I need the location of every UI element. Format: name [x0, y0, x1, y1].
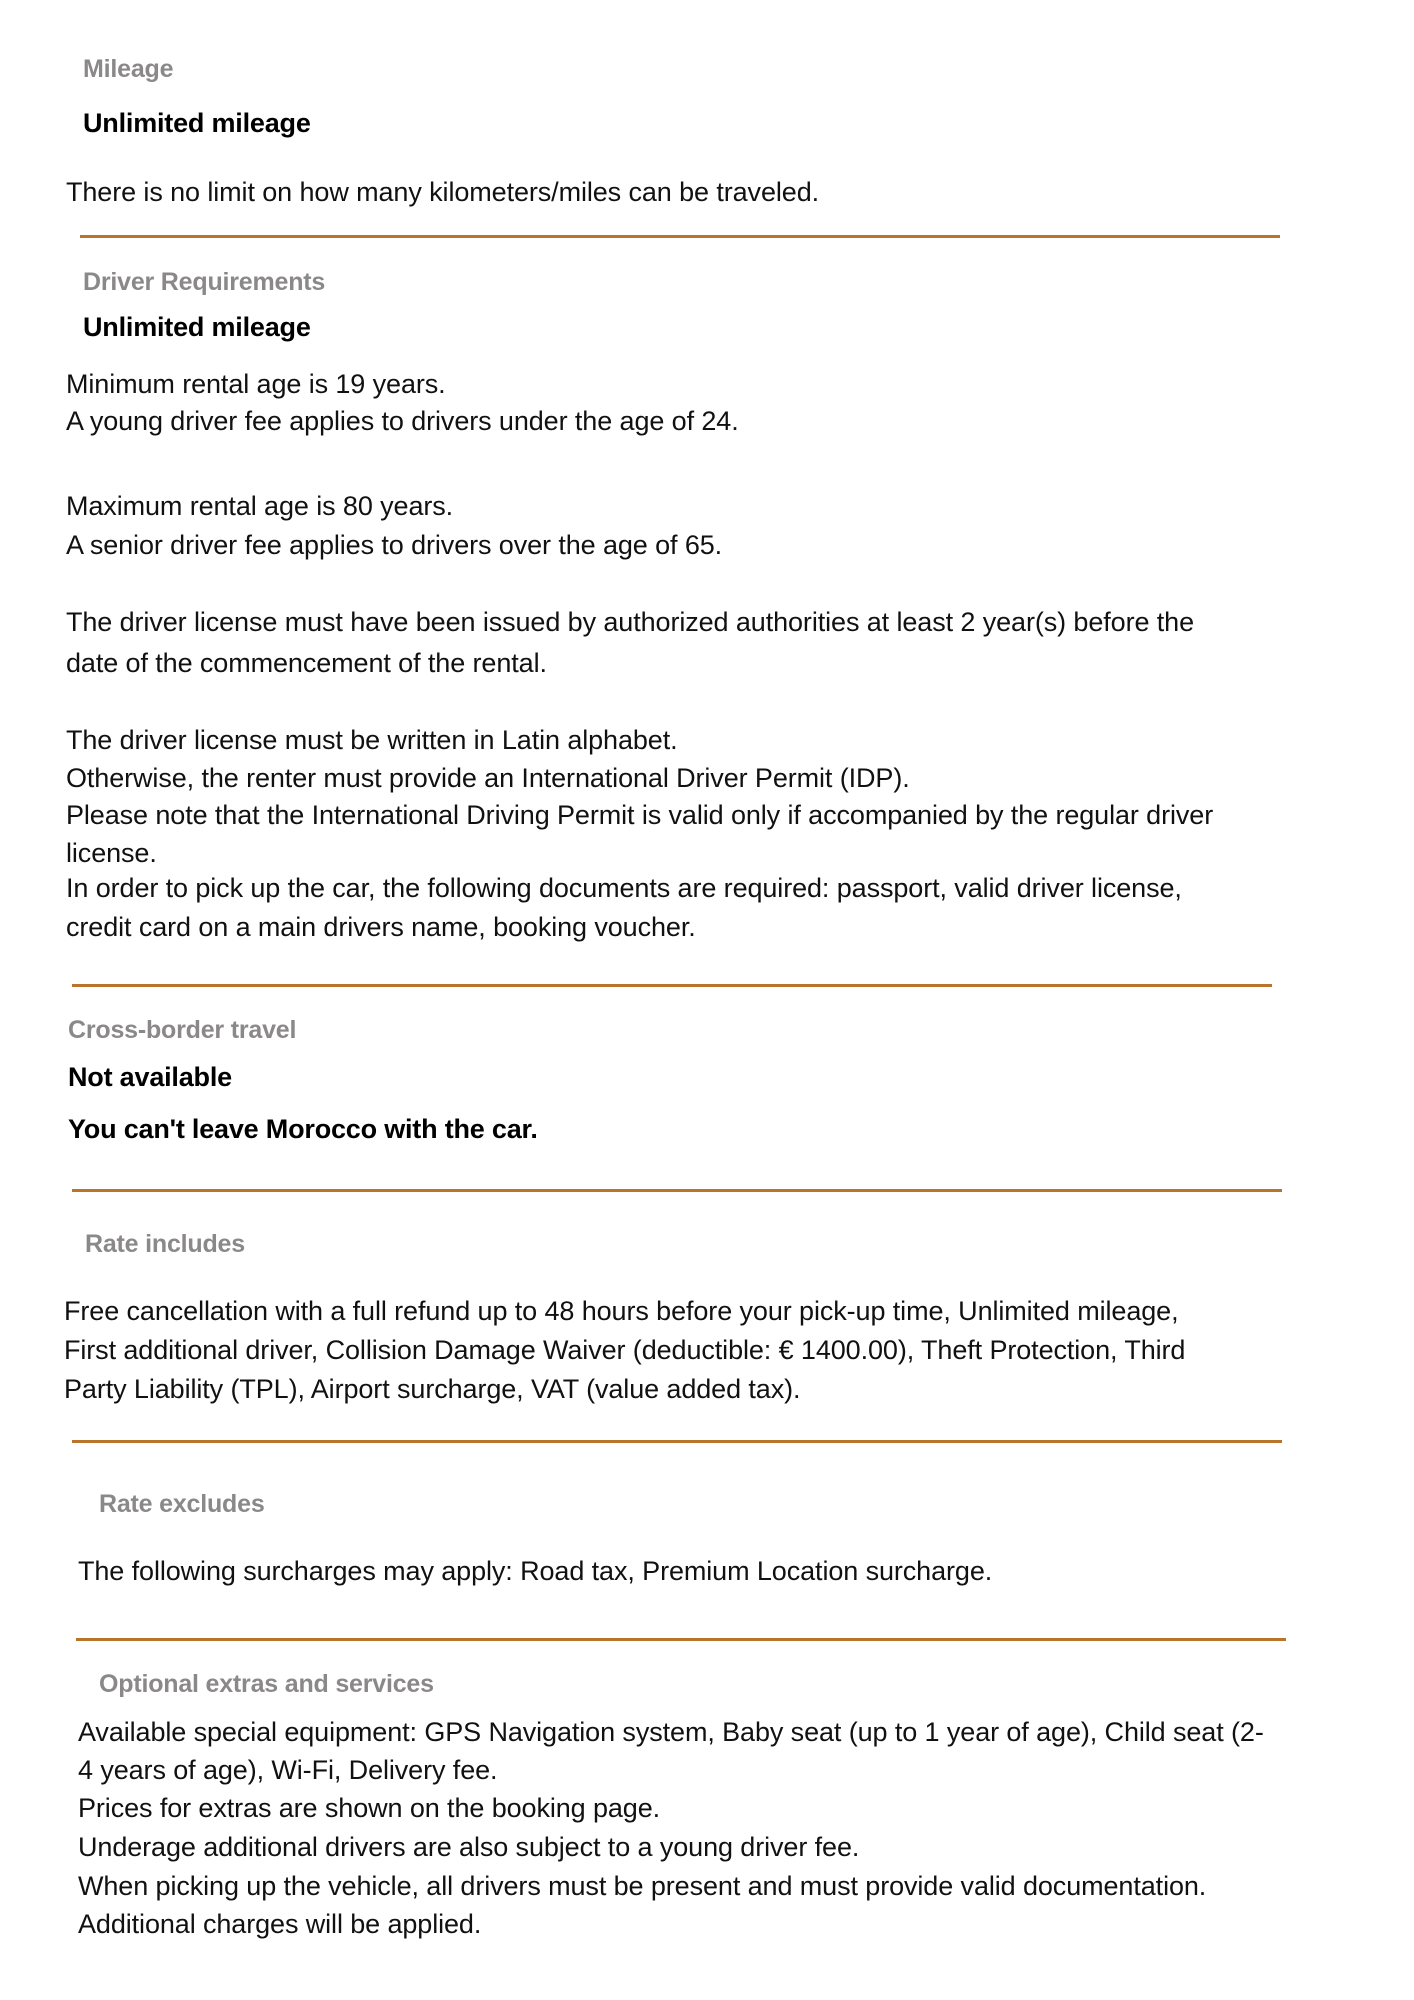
driver-text-line: Please note that the International Driving Permit is valid only if accompanied by the regular driver — [66, 800, 1214, 830]
driver-text-line: The driver license must have been issued by authorized authorities at least 2 year(s) before the — [66, 607, 1195, 637]
cross-border-note: You can't leave Morocco with the car. — [68, 1114, 538, 1144]
rate-includes-line: First additional driver, Collision Damage Waiver (deductible: € 1400.00), Theft Protection, Third — [64, 1335, 1186, 1365]
extras-line: 4 years of age), Wi-Fi, Delivery fee. — [78, 1755, 498, 1785]
rate-includes-line: Party Liability (TPL), Airport surcharge, VAT (value added tax). — [64, 1374, 801, 1404]
section-divider — [72, 1440, 1282, 1443]
section-divider — [72, 1189, 1282, 1192]
driver-text-line: A senior driver fee applies to drivers over the age of 65. — [66, 530, 723, 560]
section-divider — [76, 1638, 1286, 1641]
optional-extras-label: Optional extras and services — [99, 1670, 434, 1698]
driver-text-line: Maximum rental age is 80 years. — [66, 491, 454, 521]
driver-text-line: credit card on a main drivers name, booking voucher. — [66, 912, 696, 942]
driver-text-line: Otherwise, the renter must provide an International Driver Permit (IDP). — [66, 763, 910, 793]
rate-excludes-line: The following surcharges may apply: Road tax, Premium Location surcharge. — [78, 1556, 993, 1586]
mileage-label: Mileage — [83, 55, 174, 83]
rate-includes-line: Free cancellation with a full refund up to 48 hours before your pick-up time, Unlimited mileage, — [64, 1296, 1179, 1326]
extras-line: Available special equipment: GPS Navigation system, Baby seat (up to 1 year of age), Child seat (2- — [78, 1717, 1264, 1747]
extras-line: Prices for extras are shown on the booking page. — [78, 1793, 661, 1823]
mileage-text: There is no limit on how many kilometers/miles can be traveled. — [66, 177, 820, 207]
driver-text-line: date of the commencement of the rental. — [66, 648, 547, 678]
driver-requirements-value: Unlimited mileage — [83, 312, 311, 342]
driver-requirements-label: Driver Requirements — [83, 268, 326, 296]
rate-excludes-label: Rate excludes — [99, 1490, 265, 1518]
driver-text-line: A young driver fee applies to drivers under the age of 24. — [66, 406, 739, 436]
extras-line: Underage additional drivers are also subject to a young driver fee. — [78, 1832, 860, 1862]
cross-border-value: Not available — [68, 1062, 232, 1092]
mileage-value: Unlimited mileage — [83, 108, 311, 138]
driver-text-line: license. — [66, 838, 157, 868]
extras-line: Additional charges will be applied. — [78, 1909, 482, 1939]
cross-border-label: Cross-border travel — [68, 1016, 297, 1044]
section-divider — [80, 235, 1280, 238]
extras-line: When picking up the vehicle, all drivers must be present and must provide valid documentation. — [78, 1871, 1207, 1901]
driver-text-line: The driver license must be written in Latin alphabet. — [66, 725, 678, 755]
driver-text-line: In order to pick up the car, the following documents are required: passport, valid driver license, — [66, 873, 1182, 903]
rate-includes-label: Rate includes — [85, 1230, 245, 1258]
driver-text-line: Minimum rental age is 19 years. — [66, 369, 446, 399]
section-divider — [72, 984, 1272, 987]
